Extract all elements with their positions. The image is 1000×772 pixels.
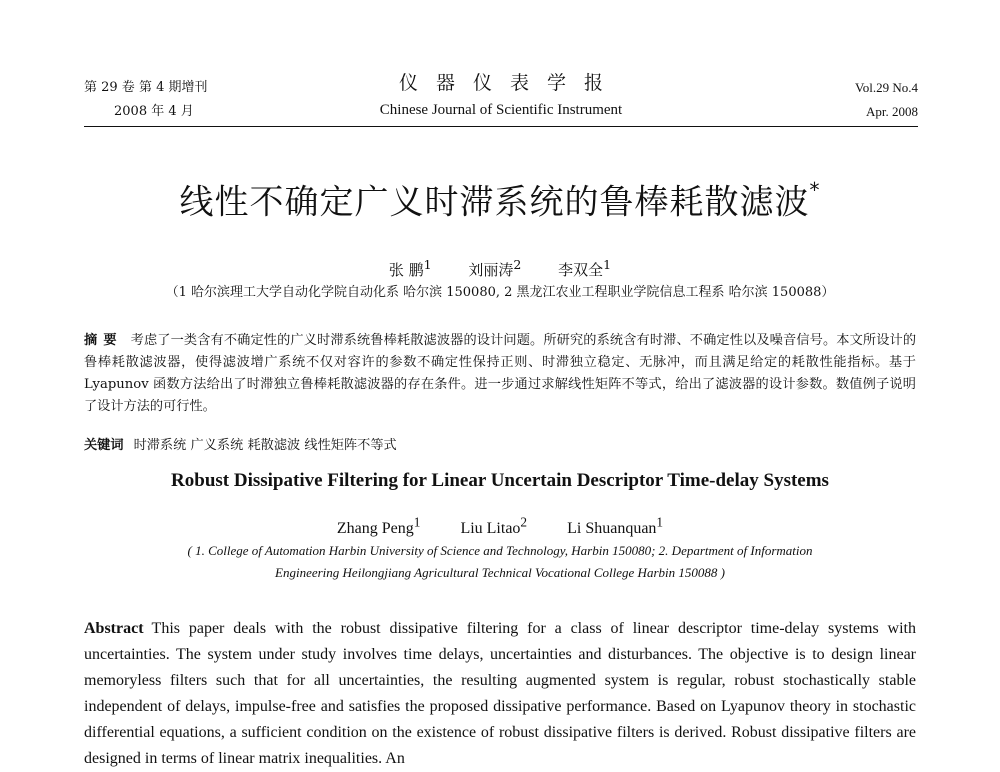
abstract-cn-label: 摘要 (84, 333, 123, 348)
author-en (336, 515, 421, 538)
abstract-cn (84, 330, 916, 418)
author-list-en (0, 512, 1000, 540)
author-cn (468, 257, 522, 279)
journal-name-en: Chinese Journal of Scientific Instrument (379, 102, 623, 118)
title-footnote-mark: * (809, 178, 821, 202)
abstract-cn-text: 考虑了一类含有不确定性的广义时滞系统鲁棒耗散滤波器的设计问题。所研究的系统含有时滞、不确定性以及噪音信号。本文所设计的鲁棒耗散滤波器，使得滤波增广系统不仅对容许的参数不确定性保持正则、时滞独立稳定、无脉冲，而且满足给定的耗散性能指标。基于 Lyapunov 函数方法给出了时滞独立鲁棒耗散滤波器的存在条件。进一步通过求解线性矩阵不等式，给出了滤波器的设计参数。数值例子说明了设计方法的可行性。 (84, 333, 917, 414)
author-affil-mark: 1 (413, 515, 421, 530)
keywords-cn (84, 436, 916, 456)
volume-number-en: Vol.29 No.4 (855, 80, 918, 95)
author-en (460, 515, 528, 538)
author-en (567, 515, 664, 538)
journal-name (84, 70, 918, 124)
author-affil-mark: 2 (520, 515, 528, 530)
journal-name-cn: 仪器仪表学报 (398, 72, 621, 94)
affiliation-en (120, 540, 880, 584)
paper-title-en: Robust Dissipative Filtering for Linear Uncertain Descriptor Time-delay Systems (171, 470, 829, 491)
header-rule (84, 126, 918, 127)
abstract-en-text: This paper deals with the robust dissipative filtering for a class of linear descriptor time-delay systems with uncertainties. The system under study involves time delays, uncertainties and disturbances. The objective is to design linear memoryless filters such that for all uncertainties, the resulting augmented system is regular, robust stochastically stable independent of delays, impulse-free and satisfies the proposed dissipative performance. Based on Lyapunov theory in stochastic differential equations, a sufficient condition on the existence of robust dissipative filters is derived. Robust dissipative filters are designed in terms of linear matrix inequalities. An (84, 620, 916, 767)
author-list-cn (0, 254, 1000, 281)
date-cn: 2008 年 4 月 (114, 104, 194, 119)
author-affil-mark: 2 (513, 257, 522, 272)
author-name: 刘丽涛 (468, 261, 514, 279)
author-affil-mark: 1 (603, 257, 612, 272)
author-name: Liu Litao (460, 520, 521, 538)
keywords-cn-text: 时滞系统 广义系统 耗散滤波 线性矩阵不等式 (133, 438, 397, 453)
date-en: Apr. 2008 (866, 104, 918, 119)
affiliation-cn: （1 哈尔滨理工大学自动化学院自动化系 哈尔滨 150080, 2 黑龙江农业工程职业学院信息工程系 哈尔滨 150088） (165, 285, 835, 300)
author-cn (558, 257, 612, 279)
volume-issue-line: 第 29 卷 第 4 期增刊 (84, 80, 208, 95)
journal-header (84, 70, 918, 126)
author-name: Li Shuanquan (567, 520, 657, 538)
affiliation-en-line: ( 1. College of Automation Harbin University of Science and Technology, Harbin 150080; 2. Department of Information (187, 543, 813, 558)
title-cn-text: 线性不确定广义时滞系统的鲁棒耗散滤波 (179, 182, 810, 223)
author-affil-mark: 1 (423, 257, 432, 272)
author-name: 李双全 (558, 261, 604, 279)
abstract-en (84, 616, 916, 772)
volume-issue-en (855, 76, 918, 124)
author-cn (388, 257, 432, 279)
affiliation-en-line: Engineering Heilongjiang Agricultural Technical Vocational College Harbin 150088 ) (275, 565, 725, 580)
keywords-cn-label: 关键词 (84, 438, 124, 453)
author-name: 张 鹏 (388, 261, 424, 279)
paper-title-cn (0, 172, 1000, 224)
abstract-en-label: Abstract (84, 620, 144, 637)
author-name: Zhang Peng (336, 520, 414, 538)
author-affil-mark: 1 (656, 515, 664, 530)
